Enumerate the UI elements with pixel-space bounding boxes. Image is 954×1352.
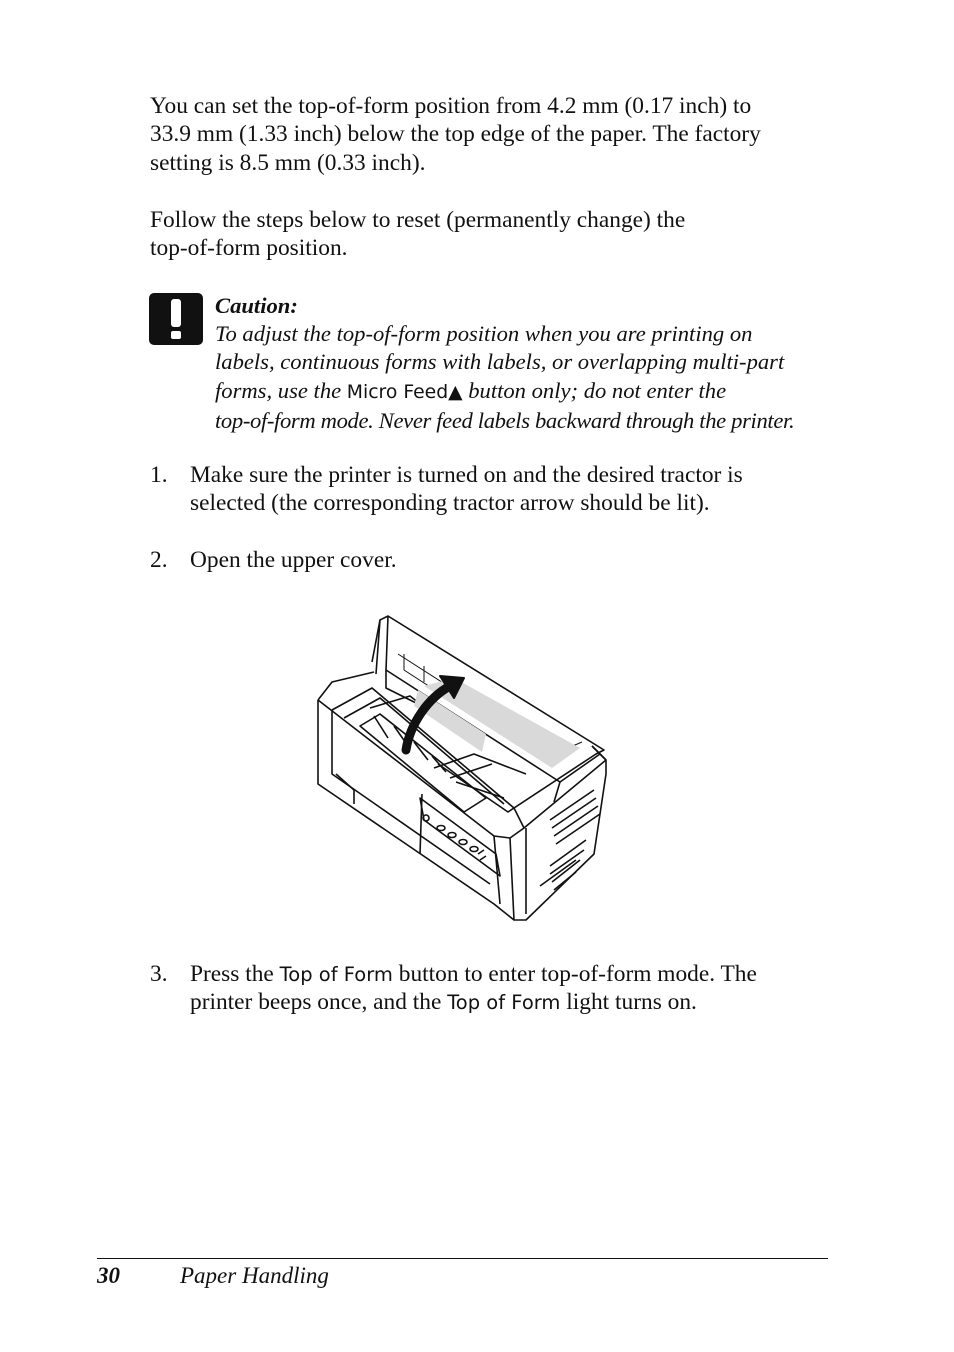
caution-line-3-pre: forms, use the — [215, 377, 347, 403]
step-3-number: 3. — [150, 961, 168, 987]
intro-line-1: You can set the top-of-form position from 4.2 mm (0.17 inch) to — [150, 93, 752, 119]
footer-rule — [97, 1258, 828, 1259]
top-of-form-light-name: Top of Form — [447, 991, 561, 1014]
caution-line-1: To adjust the top-of-form position when you are printing on — [215, 321, 753, 347]
step-1-line-2: selected (the corresponding tractor arrow should be lit). — [190, 490, 710, 516]
caution-exclamation-icon — [149, 293, 203, 345]
follow-line-1: Follow the steps below to reset (permanently change) the — [150, 207, 686, 233]
step-3-post-2: light turns on. — [560, 989, 697, 1015]
step-2-number: 2. — [150, 547, 168, 573]
step-3-pre-2: printer beeps once, and the — [190, 989, 448, 1015]
follow-line-2: top-of-form position. — [150, 235, 348, 261]
step-1-line-1: Make sure the printer is turned on and the desired tractor is — [190, 462, 743, 488]
caution-line-3-post: button only; do not enter the — [462, 377, 727, 403]
step-3-pre-1: Press the — [190, 961, 280, 987]
section-title: Paper Handling — [180, 1263, 329, 1288]
intro-line-3: setting is 8.5 mm (0.33 inch). — [150, 150, 426, 176]
step-3-line-1 — [190, 960, 757, 990]
micro-feed-button-name: Micro Feed▲ — [346, 381, 463, 403]
caution-line-2: labels, continuous forms with labels, or overlapping multi-part — [215, 349, 785, 375]
step-1-number: 1. — [150, 462, 168, 488]
step-3-line-2 — [190, 988, 697, 1018]
caution-note — [215, 292, 855, 435]
step-2-line-1: Open the upper cover. — [190, 547, 397, 573]
caution-line-3 — [215, 377, 855, 407]
page-number: 30 — [97, 1263, 120, 1288]
intro-line-2: 33.9 mm (1.33 inch) below the top edge of the paper. The factory — [150, 121, 761, 147]
caution-label: Caution: — [215, 293, 298, 318]
top-of-form-button-name: Top of Form — [279, 963, 393, 986]
step-3-post-1: button to enter top-of-form mode. The — [392, 961, 757, 987]
caution-line-4: top-of-form mode. Never feed labels backward through the printer. — [215, 407, 795, 433]
printer-open-cover-illustration — [314, 614, 610, 922]
